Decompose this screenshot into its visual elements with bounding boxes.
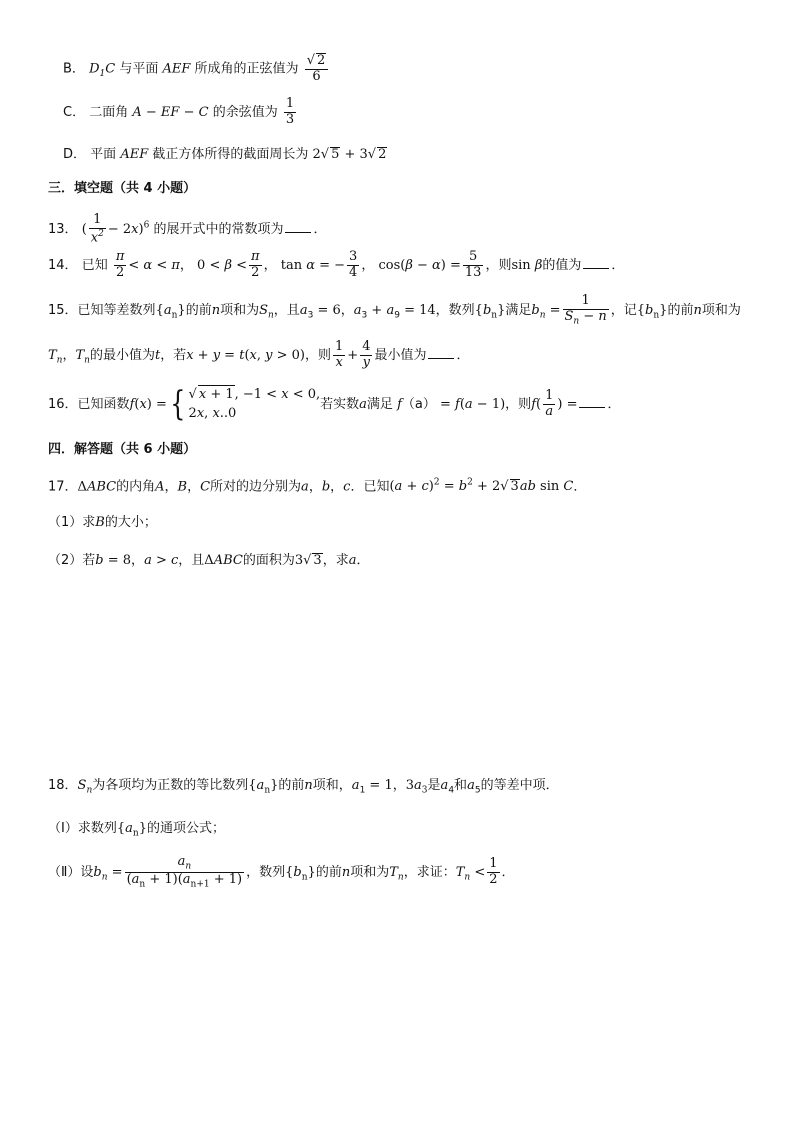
- answer-blank: [428, 358, 454, 359]
- option-d: D． 平面 AEF 截正方体所得的截面周长为 2√ 5 + 3√ 2: [63, 147, 387, 162]
- fraction: $\frac{\pi}{2}$: [251, 249, 260, 280]
- fraction: $\frac{4}{y}$: [362, 339, 371, 370]
- question-15-line-2: $T_n$，$T_n$的最小值为t，若x + y = t(x, y > 0)，则 $\frac{1}{x}$ + $\frac{4}{y}$ 最小值为 ．: [48, 339, 470, 370]
- question-16: 16．已知函数f(x) ={ √ x + 1, −1 < x < 0, 2x, x..0 若实数a满足 f（a） = f(a − 1)，则f( $\frac{1}{a}$ ) = ．: [48, 384, 621, 425]
- section-title-solutions: 四．解答题（共 6 小题）: [48, 442, 197, 457]
- fraction: $\frac{1}{3}$: [285, 96, 295, 127]
- answer-blank: [583, 268, 609, 269]
- fraction: $\frac{1}{x^2}$: [90, 212, 104, 246]
- question-18-part-2: （Ⅱ）设$b_n$ = $\frac{a_n}{(a_n + 1)(a_{n+1} + 1)}$ ，数列$\{b_n\}$的前n项和为$T_n$，求证：$T_n$ < $\frac{1}{2}$ ．: [48, 854, 515, 890]
- option-b: B． $D_1C$ 与平面 AEF 所成角的正弦值为 $\frac{√ 2}{6}$: [63, 53, 330, 85]
- fraction: $\frac{1}{x}$: [335, 339, 344, 370]
- fraction: $\frac{√ 2}{6}$: [305, 53, 329, 85]
- question-18: 18．$S_n$为各项均为正数的等比数列$\{a_n\}$的前n项和，$a_1 = 1$，$3a_3$是$a_4$和$a_5$的等差中项．: [48, 778, 559, 796]
- question-17-part-1: （1）求B的大小；: [48, 515, 157, 530]
- fraction: $\frac{3}{4}$: [349, 249, 358, 280]
- question-17-part-2: （2）若b = 8，a > c，且ΔABC的面积为3√ 3，求a．: [48, 553, 370, 568]
- question-13: 13． ( $\frac{1}{x^2}$ − 2x)$^6$ 的展开式中的常数项为 ．: [48, 212, 327, 246]
- fraction: $\frac{\pi}{2}$: [115, 249, 125, 280]
- answer-blank: [285, 232, 311, 233]
- question-15: 15．已知等差数列$\{a_n\}$的前n项和为$S_n$，且$a_3 = 6$，$a_3 + a_9 = 14$，数列$\{b_n\}$满足$b_n$ = $\frac{1}{S_n - n}$ ，记$\{b_n\}$的前n项和为: [48, 293, 741, 327]
- fraction: $\frac{1}{a}$: [545, 387, 554, 419]
- fraction: $\frac{5}{13}$: [464, 249, 482, 280]
- piecewise-cases: √ x + 1, −1 < x < 0, 2x, x..0: [188, 387, 321, 421]
- section-title-fill-blank: 三．填空题（共 4 小题）: [48, 181, 197, 196]
- fraction: $\frac{1}{S_n - n}$: [564, 293, 607, 327]
- option-c: C． 二面角 A − EF − C 的余弦值为 $\frac{1}{3}$: [63, 96, 295, 127]
- fraction: $\frac{1}{2}$: [489, 856, 498, 887]
- question-14: 14． 已知 $\frac{\pi}{2}$ < α < π， 0 < β < $\frac{\pi}{2}$ ， tan α = − $\frac{3}{4}$ ， cos(β − α) = $\frac{5}{13}$ ，则sin β的值为 ．: [48, 249, 625, 280]
- question-17: 17．ΔABC的内角A，B，C所对的边分别为a，b，c．已知$(a + c)^2 = b^2 + 2√$ 3ab sin C．: [48, 478, 587, 495]
- question-18-part-1: （Ⅰ）求数列$\{a_n\}$的通项公式；: [48, 821, 225, 839]
- fraction: $\frac{a_n}{(a_n + 1)(a_{n+1} + 1)}$: [126, 854, 243, 890]
- answer-blank: [579, 407, 605, 408]
